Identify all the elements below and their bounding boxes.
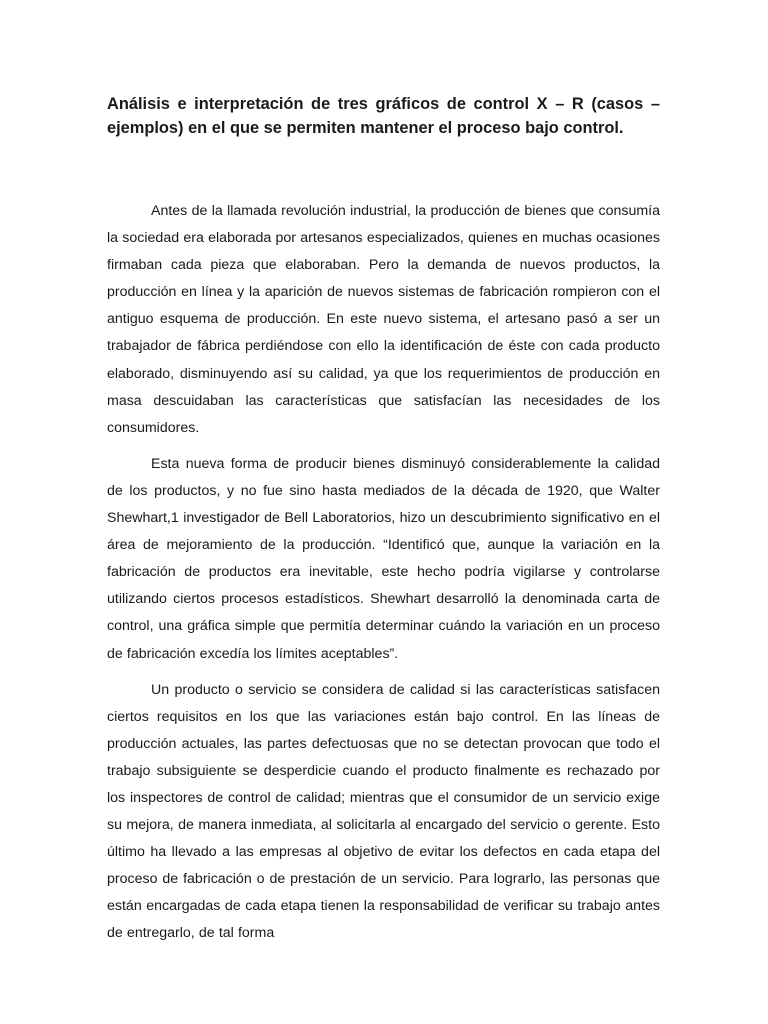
document-page xyxy=(107,92,660,957)
paragraph-3: Un producto o servicio se considera de calidad si las características satisfacen ciertos requisitos en los que las variaciones están bajo control. En las líneas de producción actuales, las partes defectuosas que no se detectan provocan que todo el trabajo subsiguiente se desperdicie cuando el producto finalmente es rechazado por los inspectores de control de calidad; mientras que el consumidor de un servicio exige su mejora, de manera inmediata, al solicitarla al encargado del servicio o gerente. Esto último ha llevado a las empresas al objetivo de evitar los defectos en cada etapa del proceso de fabricación o de prestación de un servicio. Para lograrlo, las personas que están encargadas de cada etapa tienen la responsabilidad de verificar su trabajo antes de entregarlo, de tal forma xyxy=(107,681,660,942)
paragraph-1: Antes de la llamada revolución industrial, la producción de bienes que consumía la sociedad era elaborada por artesanos especializados, quienes en muchas ocasiones firmaban cada pieza que elaboraban. Pero la demanda de nuevos productos, la producción en línea y la aparición de nuevos sistemas de fabricación rompieron con el antiguo esquema de producción. En este nuevo sistema, el artesano pasó a ser un trabajador de fábrica perdiéndose con ello la identificación de éste con cada producto elaborado, disminuyendo así su calidad, ya que los requerimientos de producción en masa descuidaban las características que satisfacían las necesidades de los consumidores. xyxy=(107,203,660,436)
document-title: Análisis e interpretación de tres gráficos de control X – R (casos – ejemplos) en el que se permiten mantener el proceso bajo control. xyxy=(107,95,660,137)
paragraph-2: Esta nueva forma de producir bienes disminuyó considerablemente la calidad de los productos, y no fue sino hasta mediados de la década de 1920, que Walter Shewhart,1 investigador de Bell Laboratorios, hizo un descubrimiento significativo en el área de mejoramiento de la producción. “Identificó que, aunque la variación en la fabricación de productos era inevitable, este hecho podría vigilarse y controlarse utilizando ciertos procesos estadísticos. Shewhart desarrolló la denominada carta de control, una gráfica simple que permitía determinar cuándo la variación en un proceso de fabricación excedía los límites aceptables”. xyxy=(107,455,660,662)
document-body xyxy=(107,198,660,948)
